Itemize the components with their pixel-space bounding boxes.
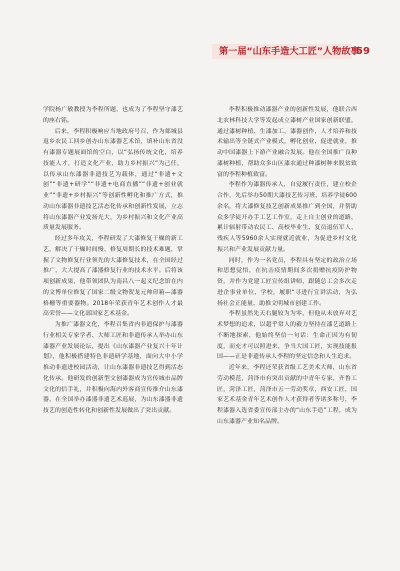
paragraph: 为推广漆器文化，李程召集省内非遗保护与漆器行业相关专家学者、大师工匠和非遗传承人举办山东漆器产业发展论坛，提出《山东漆器产业复兴十年计划》，他积极搭建特色非遗研学基地，面向大中小学推动非遗进校园活动，让山东漆器非遗技艺得到活态化传承。他研发的创新型文创漆器成为官传城市品牌文化的信手礼，并积极向海内外客商宣传推介山东漆器，在全国举办漆器非遗艺术巡展，为山东漆器非遗技艺的创造性转化和创新性发展做出了突出贡献。 [43, 322, 183, 414]
left-text-column [43, 105, 183, 417]
paragraph: 近年来，李程还荣获省级工艺美术大师，山东省劳动模范，菏泽市有突出贡献的中青年专家，齐鲁工匠，菏泽工匠，菏泽市五一劳动奖章，西安工匠，国家艺术基金青年艺术创作人才获得者等诸多称号，李程漆器入选省委宣传部主办的“山东手造”工程，成为山东漆器产业知名品牌。 [217, 365, 357, 425]
paragraph: 学院杨广敏教授为李程所题，也成为了李程坚守漆艺的座右铭。 [43, 107, 183, 124]
paragraph: 后来，李程积极响应当地政府号召，作为郯城县返乡农民工回乡创办山东漆器艺术馆，填补山东省没有漆器专题展面馆的空白，以“弘扬传统文化，培养技能人才，打造文化产业，助力乡村振兴”为己任，以传承山东漆器非遗技艺为载体，通过“非遗+文创”“非遗+研学”“非遗+电商直播”“非遗+创业就业”“非遗+乡村振兴”等创新性孵化和推广方式，推动山东漆器非遗技艺活态化传承和创新性发展，立志将山东漆器产业发扬光大，为乡村振兴和文化产业高质量发展服务。 [43, 128, 183, 232]
paragraph: 李程虽然先天右腿较为为零，但他从未放弃对艺术梦想的追求，以超乎常人的毅力坚持在漆艺道路上不断地探索，他始终坚信一句话：生命正因为有韧度，而充才可以照进来，争当大国工匠，实现技能报国——正是非遗传承人李程的坚定信念和人生追求。 [217, 311, 357, 361]
page-number: 59 [356, 46, 370, 57]
right-text-column [217, 105, 357, 428]
paragraph: 李程作为漆器传承人，自觉履行责任，建立校企合作，先后举办50期大漆技艺传习班，培养学徒600余名，将大漆修复技艺创新成果推广到全国，并帮助众多学徒开办手工艺工作室，走上自主创业的道路，累计辐射带动农民工、高校毕业生、复员退伍军人、残疾人等5960余人实现就近就业，为促进乡村文化振兴和产业发展贡献力量。 [217, 182, 357, 253]
page-header-title: 第一届“山东手造大工匠”人物故事 [219, 46, 360, 57]
paragraph: 经过多年攻关，李程研发了大漆修复干燥的新工艺，解决了干燥时间慢、修复周期长的技术难题，掌握了文物修复行业领先的大漆修复技术，在全国经过推广，大大提高了漆器修复行业的技术水平。后将该项创新成果，他带领团队为南昌八一起义纪念馆在内的文博单位修复了国家二级文物贺龙元帅印箱—漆器格栅等重要器物。2018年荣获青年艺术创作人才最高荣誉——文化部国家艺术基金。 [43, 236, 183, 318]
paragraph: 李程积极推动漆器产业的创新性发展，他联合西北农林科技大学等发起成立漆树产业国家创新联盟，通过漆树种植、生漆加工、漆器创作，人才培养和技术输出等全链式产业模式，孵化创业，促进就业，推动中国漆器上下游产业融合发展。他在全国推广良种漆树种植，帮助众多山区漆农通过种漆树种来脱贫致富的李程种植致富。 [217, 107, 357, 178]
paragraph: 同时，作为一名党员，李程具有坚定的政治立场和思想觉悟，在抗击疫情期间多次捐赠抗疫防护物资，并作为党建工匠宣传组讲师，跟随总工会多次走进企事业单位、学校，履职“寻进行宣讲活动，为弘扬社会正能量、助推文明城市创建工作。 [217, 257, 357, 307]
